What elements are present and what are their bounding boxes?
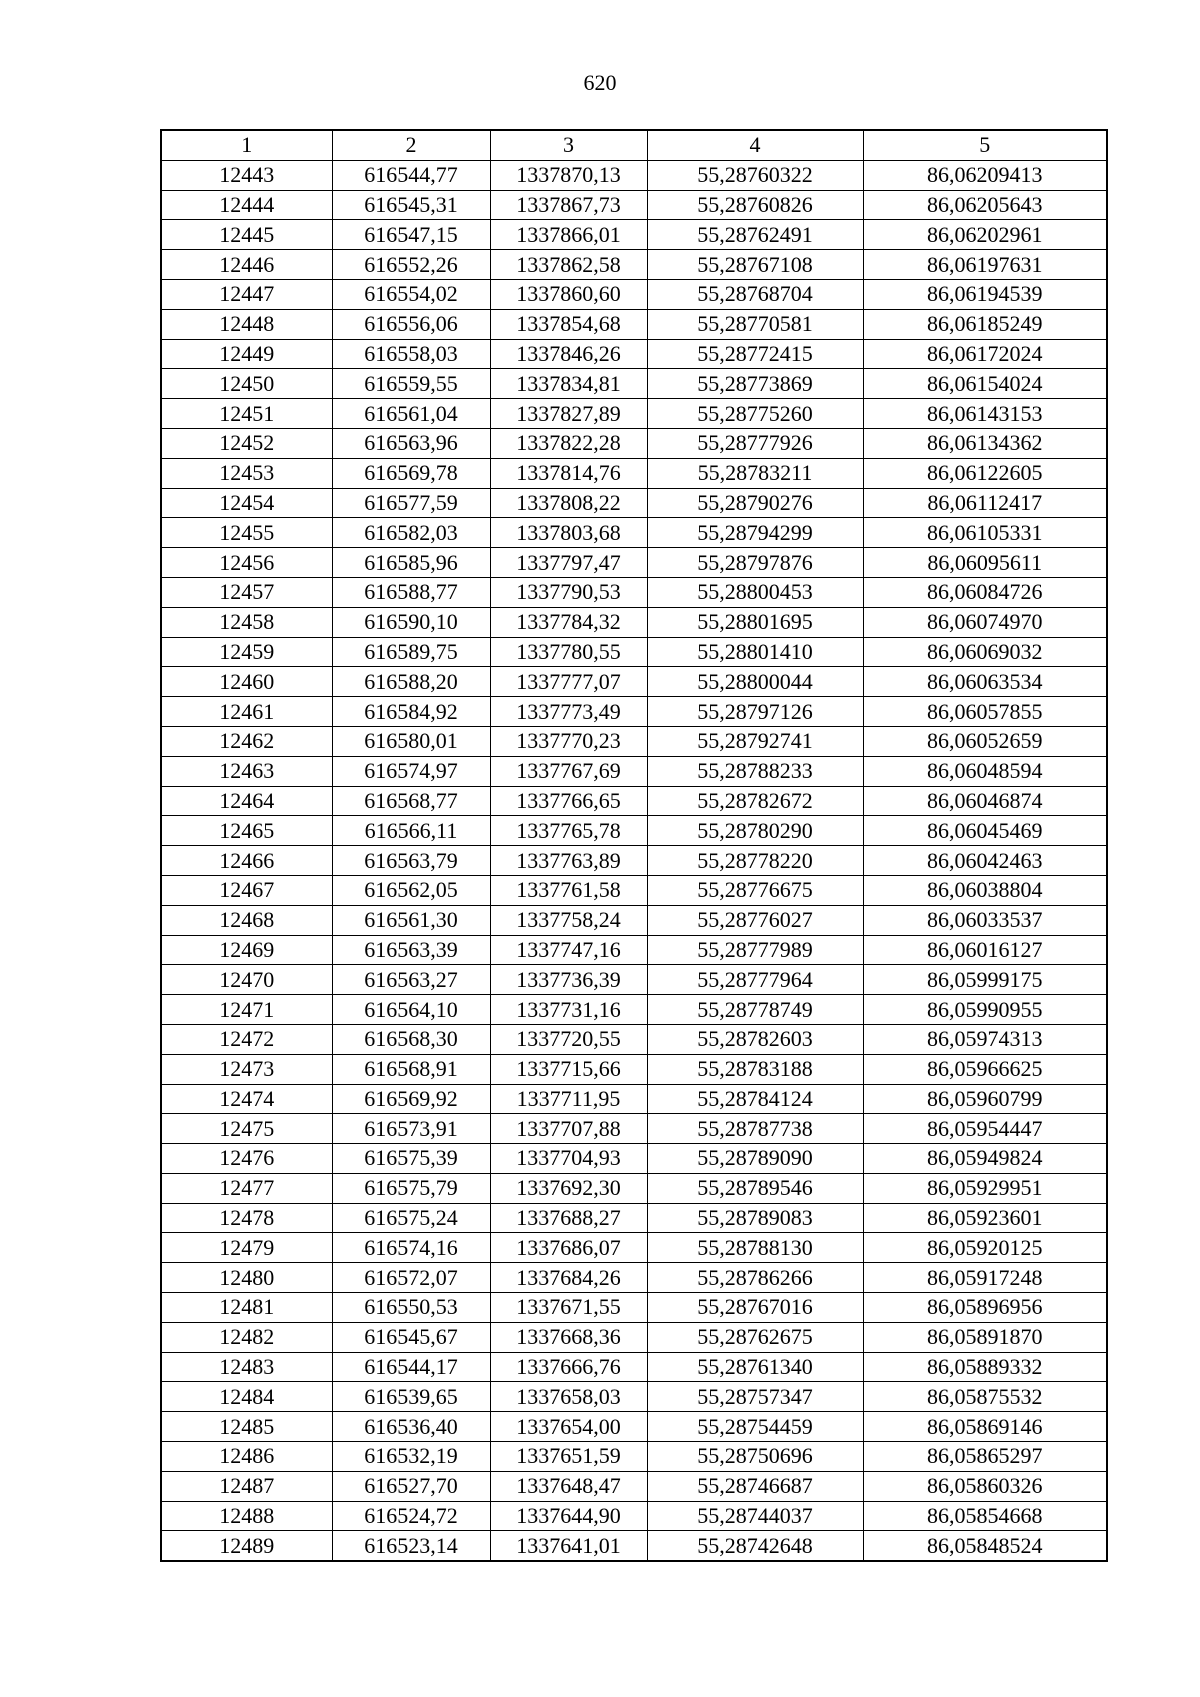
longitude-cell: 86,05917248 (863, 1263, 1107, 1293)
point-number-cell: 12466 (161, 846, 332, 876)
longitude-cell: 86,05891870 (863, 1322, 1107, 1352)
latitude-cell: 55,28800453 (647, 577, 863, 607)
table-row (161, 1114, 1107, 1144)
latitude-cell: 55,28768704 (647, 279, 863, 309)
longitude-cell: 86,06202961 (863, 220, 1107, 250)
longitude-cell: 86,05869146 (863, 1412, 1107, 1442)
x-coordinate-cell: 616577,59 (332, 488, 490, 518)
point-number-cell: 12473 (161, 1054, 332, 1084)
longitude-cell: 86,06105331 (863, 518, 1107, 548)
latitude-cell: 55,28782672 (647, 786, 863, 816)
point-number-cell: 12484 (161, 1382, 332, 1412)
table-row (161, 637, 1107, 667)
x-coordinate-cell: 616574,16 (332, 1233, 490, 1263)
latitude-cell: 55,28760322 (647, 160, 863, 190)
longitude-cell: 86,06122605 (863, 458, 1107, 488)
point-number-cell: 12465 (161, 816, 332, 846)
longitude-cell: 86,05860326 (863, 1471, 1107, 1501)
longitude-cell: 86,06063534 (863, 667, 1107, 697)
longitude-cell: 86,06048594 (863, 756, 1107, 786)
header-row (161, 130, 1107, 160)
y-coordinate-cell: 1337641,01 (490, 1531, 647, 1561)
longitude-cell: 86,06046874 (863, 786, 1107, 816)
x-coordinate-cell: 616575,39 (332, 1144, 490, 1174)
point-number-cell: 12450 (161, 369, 332, 399)
longitude-cell: 86,06057855 (863, 697, 1107, 727)
point-number-cell: 12469 (161, 935, 332, 965)
y-coordinate-cell: 1337765,78 (490, 816, 647, 846)
x-coordinate-cell: 616582,03 (332, 518, 490, 548)
latitude-cell: 55,28783211 (647, 458, 863, 488)
table-row (161, 458, 1107, 488)
x-coordinate-cell: 616574,97 (332, 756, 490, 786)
x-coordinate-cell: 616563,96 (332, 428, 490, 458)
latitude-cell: 55,28777964 (647, 965, 863, 995)
y-coordinate-cell: 1337671,55 (490, 1293, 647, 1323)
y-coordinate-cell: 1337790,53 (490, 577, 647, 607)
point-number-cell: 12452 (161, 428, 332, 458)
longitude-cell: 86,05896956 (863, 1293, 1107, 1323)
page-number: 620 (583, 70, 617, 95)
latitude-cell: 55,28742648 (647, 1531, 863, 1561)
x-coordinate-cell: 616588,77 (332, 577, 490, 607)
latitude-cell: 55,28762491 (647, 220, 863, 250)
point-number-cell: 12459 (161, 637, 332, 667)
longitude-cell: 86,05854668 (863, 1501, 1107, 1531)
latitude-cell: 55,28789546 (647, 1173, 863, 1203)
x-coordinate-cell: 616544,17 (332, 1352, 490, 1382)
latitude-cell: 55,28770581 (647, 309, 863, 339)
point-number-cell: 12462 (161, 726, 332, 756)
latitude-cell: 55,28772415 (647, 339, 863, 369)
latitude-cell: 55,28773869 (647, 369, 863, 399)
x-coordinate-cell: 616569,78 (332, 458, 490, 488)
point-number-cell: 12443 (161, 160, 332, 190)
x-coordinate-cell: 616562,05 (332, 875, 490, 905)
table-row (161, 548, 1107, 578)
y-coordinate-cell: 1337770,23 (490, 726, 647, 756)
table-row (161, 309, 1107, 339)
x-coordinate-cell: 616554,02 (332, 279, 490, 309)
coordinates-table (160, 129, 1108, 1562)
x-coordinate-cell: 616584,92 (332, 697, 490, 727)
table-row (161, 1501, 1107, 1531)
header-cell-1: 1 (161, 130, 332, 160)
latitude-cell: 55,28786266 (647, 1263, 863, 1293)
table-row (161, 160, 1107, 190)
latitude-cell: 55,28754459 (647, 1412, 863, 1442)
table-row (161, 1024, 1107, 1054)
table-row (161, 786, 1107, 816)
table-row (161, 250, 1107, 280)
header-cell-2: 2 (332, 130, 490, 160)
latitude-cell: 55,28776027 (647, 905, 863, 935)
y-coordinate-cell: 1337686,07 (490, 1233, 647, 1263)
table-row (161, 1382, 1107, 1412)
point-number-cell: 12488 (161, 1501, 332, 1531)
y-coordinate-cell: 1337668,36 (490, 1322, 647, 1352)
table-row (161, 1412, 1107, 1442)
point-number-cell: 12458 (161, 607, 332, 637)
point-number-cell: 12448 (161, 309, 332, 339)
point-number-cell: 12463 (161, 756, 332, 786)
x-coordinate-cell: 616580,01 (332, 726, 490, 756)
longitude-cell: 86,06033537 (863, 905, 1107, 935)
latitude-cell: 55,28767016 (647, 1293, 863, 1323)
latitude-cell: 55,28788233 (647, 756, 863, 786)
point-number-cell: 12471 (161, 995, 332, 1025)
y-coordinate-cell: 1337860,60 (490, 279, 647, 309)
y-coordinate-cell: 1337731,16 (490, 995, 647, 1025)
point-number-cell: 12486 (161, 1442, 332, 1472)
point-number-cell: 12477 (161, 1173, 332, 1203)
latitude-cell: 55,28762675 (647, 1322, 863, 1352)
longitude-cell: 86,05848524 (863, 1531, 1107, 1561)
table-row (161, 726, 1107, 756)
latitude-cell: 55,28777926 (647, 428, 863, 458)
y-coordinate-cell: 1337720,55 (490, 1024, 647, 1054)
longitude-cell: 86,06069032 (863, 637, 1107, 667)
latitude-cell: 55,28801695 (647, 607, 863, 637)
x-coordinate-cell: 616568,30 (332, 1024, 490, 1054)
latitude-cell: 55,28784124 (647, 1084, 863, 1114)
table-row (161, 756, 1107, 786)
latitude-cell: 55,28801410 (647, 637, 863, 667)
latitude-cell: 55,28790276 (647, 488, 863, 518)
table-row (161, 190, 1107, 220)
x-coordinate-cell: 616561,30 (332, 905, 490, 935)
latitude-cell: 55,28778220 (647, 846, 863, 876)
y-coordinate-cell: 1337777,07 (490, 667, 647, 697)
latitude-cell: 55,28780290 (647, 816, 863, 846)
longitude-cell: 86,05923601 (863, 1203, 1107, 1233)
x-coordinate-cell: 616524,72 (332, 1501, 490, 1531)
x-coordinate-cell: 616589,75 (332, 637, 490, 667)
y-coordinate-cell: 1337834,81 (490, 369, 647, 399)
y-coordinate-cell: 1337658,03 (490, 1382, 647, 1412)
point-number-cell: 12485 (161, 1412, 332, 1442)
table-row (161, 875, 1107, 905)
header-cell-4: 4 (647, 130, 863, 160)
x-coordinate-cell: 616575,24 (332, 1203, 490, 1233)
longitude-cell: 86,05929951 (863, 1173, 1107, 1203)
y-coordinate-cell: 1337654,00 (490, 1412, 647, 1442)
x-coordinate-cell: 616545,67 (332, 1322, 490, 1352)
table-row (161, 995, 1107, 1025)
table-row (161, 965, 1107, 995)
x-coordinate-cell: 616563,79 (332, 846, 490, 876)
point-number-cell: 12451 (161, 399, 332, 429)
latitude-cell: 55,28797876 (647, 548, 863, 578)
y-coordinate-cell: 1337688,27 (490, 1203, 647, 1233)
longitude-cell: 86,06052659 (863, 726, 1107, 756)
y-coordinate-cell: 1337747,16 (490, 935, 647, 965)
table-row (161, 1471, 1107, 1501)
x-coordinate-cell: 616558,03 (332, 339, 490, 369)
table-row (161, 399, 1107, 429)
longitude-cell: 86,05954447 (863, 1114, 1107, 1144)
latitude-cell: 55,28789090 (647, 1144, 863, 1174)
latitude-cell: 55,28760826 (647, 190, 863, 220)
latitude-cell: 55,28787738 (647, 1114, 863, 1144)
longitude-cell: 86,06095611 (863, 548, 1107, 578)
x-coordinate-cell: 616559,55 (332, 369, 490, 399)
latitude-cell: 55,28746687 (647, 1471, 863, 1501)
table-row (161, 220, 1107, 250)
longitude-cell: 86,06016127 (863, 935, 1107, 965)
longitude-cell: 86,05865297 (863, 1442, 1107, 1472)
longitude-cell: 86,06074970 (863, 607, 1107, 637)
y-coordinate-cell: 1337766,65 (490, 786, 647, 816)
table-row (161, 1352, 1107, 1382)
table-row (161, 1084, 1107, 1114)
table-row (161, 1442, 1107, 1472)
x-coordinate-cell: 616563,27 (332, 965, 490, 995)
y-coordinate-cell: 1337666,76 (490, 1352, 647, 1382)
table-row (161, 1263, 1107, 1293)
longitude-cell: 86,06194539 (863, 279, 1107, 309)
latitude-cell: 55,28776675 (647, 875, 863, 905)
latitude-cell: 55,28777989 (647, 935, 863, 965)
point-number-cell: 12472 (161, 1024, 332, 1054)
y-coordinate-cell: 1337736,39 (490, 965, 647, 995)
table-row (161, 1054, 1107, 1084)
table-row (161, 1531, 1107, 1561)
latitude-cell: 55,28775260 (647, 399, 863, 429)
y-coordinate-cell: 1337808,22 (490, 488, 647, 518)
x-coordinate-cell: 616564,10 (332, 995, 490, 1025)
latitude-cell: 55,28788130 (647, 1233, 863, 1263)
table-row (161, 1173, 1107, 1203)
y-coordinate-cell: 1337767,69 (490, 756, 647, 786)
point-number-cell: 12475 (161, 1114, 332, 1144)
table-row (161, 1144, 1107, 1174)
x-coordinate-cell: 616572,07 (332, 1263, 490, 1293)
x-coordinate-cell: 616585,96 (332, 548, 490, 578)
x-coordinate-cell: 616568,91 (332, 1054, 490, 1084)
point-number-cell: 12480 (161, 1263, 332, 1293)
point-number-cell: 12489 (161, 1531, 332, 1561)
y-coordinate-cell: 1337763,89 (490, 846, 647, 876)
x-coordinate-cell: 616563,39 (332, 935, 490, 965)
point-number-cell: 12482 (161, 1322, 332, 1352)
longitude-cell: 86,05999175 (863, 965, 1107, 995)
longitude-cell: 86,06134362 (863, 428, 1107, 458)
table-row (161, 905, 1107, 935)
header-cell-5: 5 (863, 130, 1107, 160)
y-coordinate-cell: 1337862,58 (490, 250, 647, 280)
point-number-cell: 12457 (161, 577, 332, 607)
longitude-cell: 86,06172024 (863, 339, 1107, 369)
y-coordinate-cell: 1337644,90 (490, 1501, 647, 1531)
latitude-cell: 55,28783188 (647, 1054, 863, 1084)
point-number-cell: 12446 (161, 250, 332, 280)
point-number-cell: 12455 (161, 518, 332, 548)
table-row (161, 697, 1107, 727)
point-number-cell: 12476 (161, 1144, 332, 1174)
point-number-cell: 12454 (161, 488, 332, 518)
longitude-cell: 86,05875532 (863, 1382, 1107, 1412)
x-coordinate-cell: 616556,06 (332, 309, 490, 339)
x-coordinate-cell: 616552,26 (332, 250, 490, 280)
longitude-cell: 86,05889332 (863, 1352, 1107, 1382)
table-header (161, 130, 1107, 160)
longitude-cell: 86,05949824 (863, 1144, 1107, 1174)
y-coordinate-cell: 1337684,26 (490, 1263, 647, 1293)
table-row (161, 518, 1107, 548)
longitude-cell: 86,06205643 (863, 190, 1107, 220)
y-coordinate-cell: 1337797,47 (490, 548, 647, 578)
point-number-cell: 12460 (161, 667, 332, 697)
latitude-cell: 55,28744037 (647, 1501, 863, 1531)
header-cell-3: 3 (490, 130, 647, 160)
point-number-cell: 12487 (161, 1471, 332, 1501)
table-row (161, 1322, 1107, 1352)
latitude-cell: 55,28789083 (647, 1203, 863, 1233)
longitude-cell: 86,05960799 (863, 1084, 1107, 1114)
point-number-cell: 12444 (161, 190, 332, 220)
x-coordinate-cell: 616536,40 (332, 1412, 490, 1442)
point-number-cell: 12468 (161, 905, 332, 935)
table-row (161, 488, 1107, 518)
point-number-cell: 12481 (161, 1293, 332, 1323)
longitude-cell: 86,06112417 (863, 488, 1107, 518)
table-row (161, 339, 1107, 369)
point-number-cell: 12474 (161, 1084, 332, 1114)
x-coordinate-cell: 616588,20 (332, 667, 490, 697)
longitude-cell: 86,06042463 (863, 846, 1107, 876)
y-coordinate-cell: 1337651,59 (490, 1442, 647, 1472)
y-coordinate-cell: 1337827,89 (490, 399, 647, 429)
x-coordinate-cell: 616532,19 (332, 1442, 490, 1472)
x-coordinate-cell: 616527,70 (332, 1471, 490, 1501)
point-number-cell: 12479 (161, 1233, 332, 1263)
point-number-cell: 12478 (161, 1203, 332, 1233)
longitude-cell: 86,06154024 (863, 369, 1107, 399)
point-number-cell: 12467 (161, 875, 332, 905)
table-row (161, 846, 1107, 876)
x-coordinate-cell: 616539,65 (332, 1382, 490, 1412)
longitude-cell: 86,06209413 (863, 160, 1107, 190)
longitude-cell: 86,06197631 (863, 250, 1107, 280)
longitude-cell: 86,06185249 (863, 309, 1107, 339)
y-coordinate-cell: 1337761,58 (490, 875, 647, 905)
latitude-cell: 55,28794299 (647, 518, 863, 548)
x-coordinate-cell: 616575,79 (332, 1173, 490, 1203)
y-coordinate-cell: 1337846,26 (490, 339, 647, 369)
y-coordinate-cell: 1337867,73 (490, 190, 647, 220)
table-row (161, 935, 1107, 965)
point-number-cell: 12447 (161, 279, 332, 309)
table-row (161, 369, 1107, 399)
y-coordinate-cell: 1337773,49 (490, 697, 647, 727)
point-number-cell: 12464 (161, 786, 332, 816)
point-number-cell: 12470 (161, 965, 332, 995)
longitude-cell: 86,06038804 (863, 875, 1107, 905)
y-coordinate-cell: 1337692,30 (490, 1173, 647, 1203)
table-row (161, 577, 1107, 607)
point-number-cell: 12453 (161, 458, 332, 488)
point-number-cell: 12483 (161, 1352, 332, 1382)
table-row (161, 816, 1107, 846)
point-number-cell: 12449 (161, 339, 332, 369)
latitude-cell: 55,28757347 (647, 1382, 863, 1412)
latitude-cell: 55,28761340 (647, 1352, 863, 1382)
x-coordinate-cell: 616568,77 (332, 786, 490, 816)
y-coordinate-cell: 1337814,76 (490, 458, 647, 488)
y-coordinate-cell: 1337784,32 (490, 607, 647, 637)
x-coordinate-cell: 616573,91 (332, 1114, 490, 1144)
x-coordinate-cell: 616544,77 (332, 160, 490, 190)
longitude-cell: 86,05990955 (863, 995, 1107, 1025)
latitude-cell: 55,28797126 (647, 697, 863, 727)
longitude-cell: 86,06143153 (863, 399, 1107, 429)
x-coordinate-cell: 616590,10 (332, 607, 490, 637)
y-coordinate-cell: 1337854,68 (490, 309, 647, 339)
y-coordinate-cell: 1337758,24 (490, 905, 647, 935)
y-coordinate-cell: 1337648,47 (490, 1471, 647, 1501)
point-number-cell: 12456 (161, 548, 332, 578)
y-coordinate-cell: 1337822,28 (490, 428, 647, 458)
y-coordinate-cell: 1337704,93 (490, 1144, 647, 1174)
table-row (161, 667, 1107, 697)
table-row (161, 607, 1107, 637)
point-number-cell: 12445 (161, 220, 332, 250)
latitude-cell: 55,28792741 (647, 726, 863, 756)
longitude-cell: 86,06084726 (863, 577, 1107, 607)
x-coordinate-cell: 616545,31 (332, 190, 490, 220)
y-coordinate-cell: 1337866,01 (490, 220, 647, 250)
y-coordinate-cell: 1337715,66 (490, 1054, 647, 1084)
table-row (161, 1293, 1107, 1323)
table-row (161, 428, 1107, 458)
y-coordinate-cell: 1337711,95 (490, 1084, 647, 1114)
latitude-cell: 55,28800044 (647, 667, 863, 697)
x-coordinate-cell: 616561,04 (332, 399, 490, 429)
table-row (161, 279, 1107, 309)
x-coordinate-cell: 616566,11 (332, 816, 490, 846)
x-coordinate-cell: 616523,14 (332, 1531, 490, 1561)
latitude-cell: 55,28767108 (647, 250, 863, 280)
x-coordinate-cell: 616547,15 (332, 220, 490, 250)
table-row (161, 1233, 1107, 1263)
x-coordinate-cell: 616569,92 (332, 1084, 490, 1114)
y-coordinate-cell: 1337707,88 (490, 1114, 647, 1144)
longitude-cell: 86,05974313 (863, 1024, 1107, 1054)
point-number-cell: 12461 (161, 697, 332, 727)
y-coordinate-cell: 1337803,68 (490, 518, 647, 548)
latitude-cell: 55,28782603 (647, 1024, 863, 1054)
latitude-cell: 55,28750696 (647, 1442, 863, 1472)
table-body (161, 160, 1107, 1561)
longitude-cell: 86,05920125 (863, 1233, 1107, 1263)
longitude-cell: 86,06045469 (863, 816, 1107, 846)
latitude-cell: 55,28778749 (647, 995, 863, 1025)
y-coordinate-cell: 1337780,55 (490, 637, 647, 667)
table-row (161, 1203, 1107, 1233)
longitude-cell: 86,05966625 (863, 1054, 1107, 1084)
x-coordinate-cell: 616550,53 (332, 1293, 490, 1323)
y-coordinate-cell: 1337870,13 (490, 160, 647, 190)
